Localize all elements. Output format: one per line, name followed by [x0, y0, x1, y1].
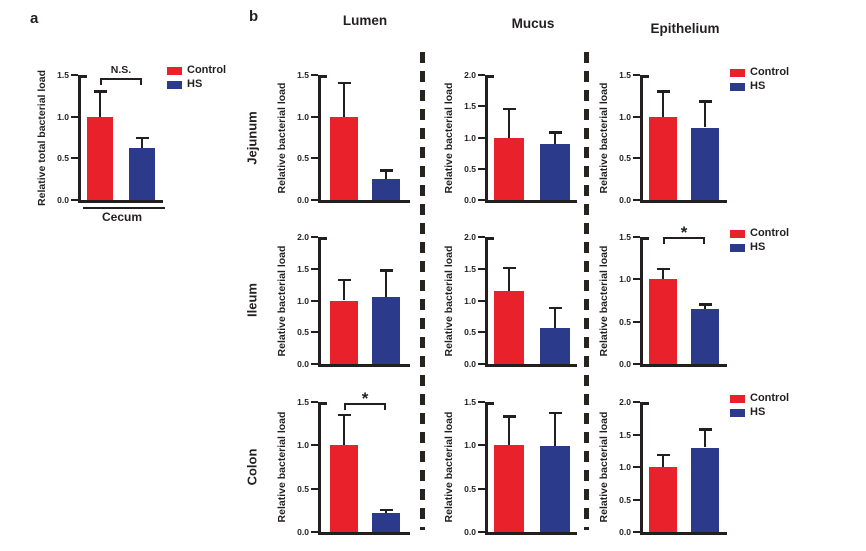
- y-tick-label: 1.5: [464, 397, 476, 407]
- error-bar-cap: [503, 108, 516, 111]
- row-label-ileum: Ileum: [244, 283, 260, 317]
- y-tick: [71, 199, 78, 201]
- panel-b-label: b: [249, 8, 259, 25]
- bar-control: [649, 117, 677, 200]
- error-bar-cap: [657, 90, 670, 93]
- error-bar-stem: [508, 417, 511, 446]
- y-tick: [633, 236, 640, 238]
- y-tick: [478, 488, 485, 490]
- error-bar-cap: [380, 509, 393, 512]
- significance-bracket-end-right: [384, 403, 386, 410]
- y-tick: [633, 531, 640, 533]
- error-bar-stem: [385, 171, 388, 179]
- legend-swatch-hs: [730, 244, 745, 252]
- y-axis-label: Relative bacterial load: [443, 245, 455, 356]
- x-axis: [640, 200, 727, 203]
- y-axis-label: Relative bacterial load: [598, 82, 610, 193]
- bar-control: [330, 301, 358, 365]
- y-axis-top-serif: [321, 75, 327, 78]
- error-bar-cap: [338, 82, 351, 85]
- error-bar-stem: [662, 455, 665, 467]
- legend-swatch-control: [730, 230, 745, 238]
- error-bar-cap: [136, 137, 149, 140]
- significance-bracket-end-left: [100, 78, 102, 85]
- x-axis-label: Cecum: [101, 210, 143, 224]
- error-bar-stem: [554, 413, 557, 446]
- error-bar-stem: [385, 271, 388, 297]
- significance-label: N.S.: [110, 63, 132, 76]
- legend-swatch-hs: [730, 409, 745, 417]
- panel-a-label: a: [30, 10, 39, 27]
- error-bar-stem: [508, 268, 511, 291]
- y-tick: [478, 401, 485, 403]
- y-tick: [478, 74, 485, 76]
- y-axis: [640, 402, 643, 532]
- y-tick-label: 0.5: [57, 153, 69, 164]
- y-tick-label: 1.0: [297, 111, 309, 122]
- legend-label-control: Control: [187, 64, 227, 76]
- error-bar-stem: [343, 280, 346, 300]
- y-axis-top-serif: [81, 75, 87, 78]
- y-axis-top-serif: [643, 75, 649, 78]
- y-tick-label: 1.0: [464, 295, 476, 306]
- y-tick-label: 0.0: [619, 359, 631, 369]
- y-tick-label: 0.0: [619, 527, 631, 537]
- y-tick-label: 2.0: [619, 397, 631, 407]
- error-bar-cap: [503, 267, 516, 270]
- legend: [167, 65, 226, 90]
- legend-label-control: Control: [750, 227, 790, 239]
- y-tick-label: 0.5: [464, 163, 476, 174]
- y-tick: [311, 488, 318, 490]
- y-tick-label: 0.0: [464, 527, 476, 537]
- bar-control: [494, 138, 524, 201]
- y-tick-label: 0.5: [297, 483, 309, 494]
- y-axis: [318, 237, 321, 364]
- significance-bracket-end-right: [140, 78, 142, 85]
- bar-hs: [372, 179, 400, 200]
- y-tick: [478, 300, 485, 302]
- x-axis: [485, 200, 577, 203]
- bar-control: [649, 279, 677, 364]
- error-bar-stem: [141, 138, 144, 148]
- y-axis: [640, 75, 643, 200]
- y-tick: [478, 444, 485, 446]
- chart-cecum: [33, 53, 273, 245]
- y-tick-label: 0.0: [464, 359, 476, 369]
- bar-control: [494, 291, 524, 364]
- error-bar-cap: [657, 454, 670, 457]
- y-tick: [633, 116, 640, 118]
- error-bar-cap: [94, 90, 107, 93]
- error-bar-stem: [662, 269, 665, 279]
- error-bar-stem: [508, 109, 511, 137]
- y-axis-label: Relative bacterial load: [598, 411, 610, 523]
- y-tick-label: 0.0: [297, 527, 309, 537]
- bar-control: [494, 445, 524, 532]
- y-tick-label: 1.0: [464, 440, 476, 451]
- bar-control: [87, 117, 113, 200]
- y-axis: [640, 237, 643, 364]
- y-tick: [478, 236, 485, 238]
- y-axis-label: Relative bacterial load: [443, 82, 455, 193]
- y-tick-label: 1.5: [464, 101, 476, 112]
- error-bar-cap: [338, 279, 351, 282]
- legend-label-hs: HS: [750, 241, 766, 253]
- x-axis-underline: [83, 207, 165, 209]
- y-tick: [311, 401, 318, 403]
- bar-hs: [372, 297, 400, 364]
- y-axis-top-serif: [321, 237, 327, 240]
- y-tick: [633, 401, 640, 403]
- y-tick-label: 1.5: [619, 70, 631, 80]
- legend: [730, 228, 789, 253]
- y-tick-label: 0.5: [619, 316, 631, 327]
- y-tick: [71, 74, 78, 76]
- x-axis: [640, 364, 727, 367]
- y-axis-top-serif: [488, 237, 494, 240]
- legend-label-control: Control: [750, 66, 790, 78]
- x-axis: [78, 200, 163, 203]
- legend-label-hs: HS: [750, 80, 766, 92]
- column-title-lumen: Lumen: [342, 13, 388, 28]
- y-tick: [311, 444, 318, 446]
- bar-hs: [540, 328, 570, 364]
- x-axis: [318, 200, 410, 203]
- legend-swatch-control: [730, 395, 745, 403]
- error-bar-cap: [338, 414, 351, 417]
- bar-hs: [540, 446, 570, 532]
- y-tick: [478, 363, 485, 365]
- significance-label: *: [361, 388, 369, 408]
- y-tick: [633, 321, 640, 323]
- y-tick-label: 0.5: [297, 153, 309, 164]
- x-axis: [318, 532, 410, 535]
- y-tick-label: 1.5: [297, 397, 309, 407]
- y-tick-label: 0.0: [57, 195, 69, 205]
- y-axis-label: Relative bacterial load: [443, 411, 455, 523]
- y-tick: [311, 531, 318, 533]
- y-tick-label: 0.0: [619, 195, 631, 205]
- y-axis-top-serif: [321, 402, 327, 405]
- y-tick: [633, 278, 640, 280]
- bar-control: [330, 117, 358, 200]
- y-tick: [478, 331, 485, 333]
- error-bar-cap: [549, 307, 562, 310]
- y-tick-label: 1.0: [464, 132, 476, 143]
- error-bar-cap: [699, 100, 712, 103]
- y-tick-label: 0.5: [464, 483, 476, 494]
- y-tick: [311, 157, 318, 159]
- significance-bracket-end-left: [344, 403, 346, 410]
- error-bar-stem: [554, 133, 557, 144]
- y-axis: [485, 402, 488, 532]
- y-tick: [311, 300, 318, 302]
- y-tick-label: 0.0: [297, 359, 309, 369]
- y-axis: [318, 75, 321, 200]
- y-tick: [71, 116, 78, 118]
- y-axis: [485, 75, 488, 200]
- x-axis: [485, 364, 577, 367]
- bar-hs: [129, 148, 155, 200]
- legend: [730, 67, 789, 92]
- y-tick: [633, 499, 640, 501]
- y-tick-label: 0.5: [619, 494, 631, 505]
- error-bar-stem: [99, 92, 102, 117]
- significance-label: *: [680, 223, 688, 242]
- error-bar-cap: [699, 428, 712, 431]
- y-axis: [78, 75, 81, 200]
- bar-hs: [691, 448, 719, 533]
- y-axis-label: Relative bacterial load: [276, 245, 288, 356]
- error-bar-cap: [549, 412, 562, 415]
- y-tick-label: 1.5: [619, 429, 631, 440]
- y-tick-label: 0.5: [297, 327, 309, 338]
- legend-item-control: [730, 228, 789, 239]
- legend-swatch-control: [167, 67, 182, 75]
- y-tick: [478, 199, 485, 201]
- error-bar-stem: [343, 415, 346, 445]
- legend-item-hs: [730, 242, 789, 253]
- y-tick-label: 1.5: [297, 70, 309, 80]
- error-bar-stem: [704, 430, 707, 448]
- y-tick: [478, 137, 485, 139]
- error-bar-stem: [662, 92, 665, 117]
- legend-label-control: Control: [750, 392, 790, 404]
- x-axis: [485, 532, 577, 535]
- y-tick: [478, 105, 485, 107]
- y-tick: [478, 268, 485, 270]
- error-bar-cap: [380, 169, 393, 172]
- y-axis: [485, 237, 488, 364]
- significance-bracket: [100, 78, 142, 80]
- y-tick: [633, 466, 640, 468]
- y-tick: [311, 331, 318, 333]
- error-bar-cap: [699, 303, 712, 306]
- column-title-mucus: Mucus: [511, 16, 555, 31]
- y-tick-label: 1.5: [464, 263, 476, 274]
- legend-item-hs: [167, 79, 226, 90]
- y-tick-label: 1.0: [619, 462, 631, 472]
- y-tick: [311, 236, 318, 238]
- x-axis: [318, 364, 410, 367]
- bar-control: [330, 445, 358, 532]
- y-tick: [311, 116, 318, 118]
- y-tick: [311, 268, 318, 270]
- y-axis-label: Relative bacterial load: [276, 411, 288, 523]
- y-tick-label: 0.0: [297, 195, 309, 205]
- legend-label-hs: HS: [187, 78, 203, 90]
- bar-hs: [372, 513, 400, 532]
- y-tick-label: 0.0: [464, 195, 476, 205]
- y-tick: [633, 434, 640, 436]
- y-axis-label: Relative total bacterial load: [36, 69, 48, 206]
- bar-hs: [691, 128, 719, 201]
- legend-item-hs: [730, 407, 789, 418]
- y-tick-label: 1.0: [297, 440, 309, 451]
- y-axis-top-serif: [643, 402, 649, 405]
- y-axis-label: Relative bacterial load: [598, 245, 610, 356]
- error-bar-cap: [657, 268, 670, 271]
- y-axis-label: Relative bacterial load: [276, 82, 288, 193]
- error-bar-cap: [503, 415, 516, 418]
- y-tick: [633, 199, 640, 201]
- y-tick-label: 2.0: [464, 232, 476, 242]
- error-bar-cap: [380, 269, 393, 272]
- y-tick: [311, 74, 318, 76]
- error-bar-stem: [343, 83, 346, 116]
- x-axis: [640, 532, 727, 535]
- legend-swatch-hs: [167, 81, 182, 89]
- y-tick-label: 2.0: [297, 232, 309, 242]
- error-bar-stem: [704, 102, 707, 128]
- legend-item-control: [730, 67, 789, 78]
- y-tick: [478, 531, 485, 533]
- y-axis: [318, 402, 321, 532]
- y-tick-label: 1.0: [619, 274, 631, 285]
- y-tick: [71, 157, 78, 159]
- y-axis-top-serif: [488, 75, 494, 78]
- legend-item-control: [730, 393, 789, 404]
- y-tick-label: 0.5: [464, 327, 476, 338]
- bar-control: [649, 467, 677, 532]
- y-tick: [311, 199, 318, 201]
- error-bar-cap: [549, 131, 562, 134]
- bar-hs: [691, 309, 719, 364]
- y-tick: [633, 157, 640, 159]
- y-tick: [311, 363, 318, 365]
- legend-item-control: [167, 65, 226, 76]
- y-tick-label: 1.0: [297, 295, 309, 306]
- row-label-jejunum: Jejunum: [244, 111, 260, 165]
- y-tick-label: 2.0: [464, 70, 476, 80]
- y-tick-label: 1.0: [57, 111, 69, 122]
- legend-label-hs: HS: [750, 406, 766, 418]
- y-tick: [478, 168, 485, 170]
- chart-colon-epithelium: [595, 380, 837, 551]
- legend-item-hs: [730, 81, 789, 92]
- y-tick-label: 0.5: [619, 153, 631, 164]
- significance-bracket-end-right: [703, 237, 705, 244]
- column-title-epithelium: Epithelium: [650, 21, 720, 36]
- legend-swatch-control: [730, 69, 745, 77]
- bar-hs: [540, 144, 570, 200]
- y-axis-top-serif: [488, 402, 494, 405]
- y-tick: [633, 74, 640, 76]
- y-axis-top-serif: [643, 237, 649, 240]
- y-tick-label: 1.5: [297, 263, 309, 274]
- y-tick-label: 1.5: [57, 70, 69, 80]
- legend-swatch-hs: [730, 83, 745, 91]
- legend: [730, 393, 789, 418]
- error-bar-stem: [554, 308, 557, 328]
- y-tick: [633, 363, 640, 365]
- row-label-colon: Colon: [244, 448, 260, 486]
- significance-bracket-end-left: [663, 237, 665, 244]
- y-tick-label: 1.0: [619, 111, 631, 122]
- y-tick-label: 1.5: [619, 232, 631, 242]
